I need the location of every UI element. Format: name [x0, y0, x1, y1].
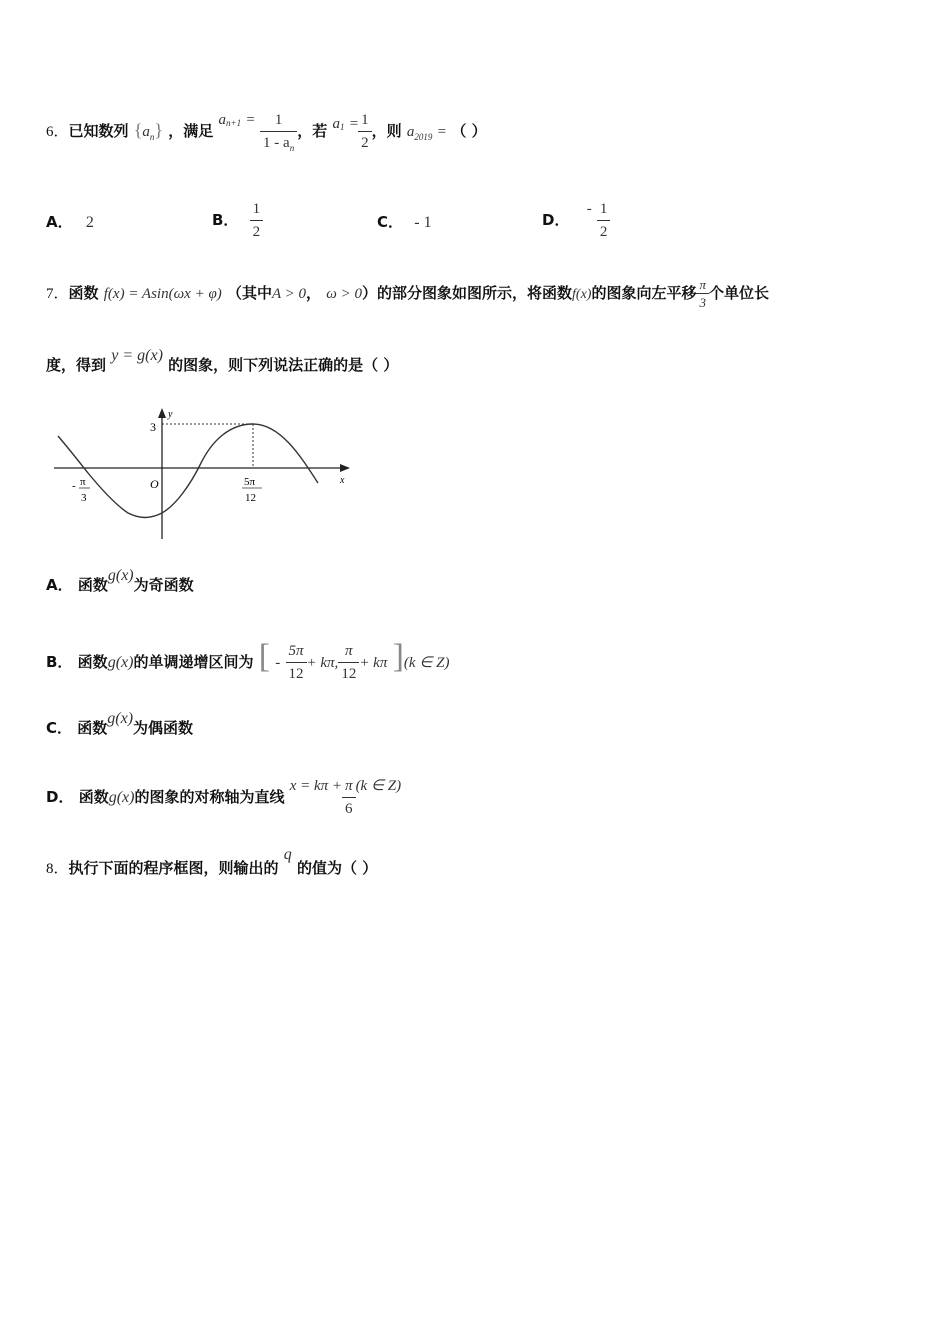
max-label: 3: [150, 420, 156, 434]
sine-graph: [50, 405, 360, 545]
q7-option-b[interactable]: B． 函数g(x)的单调递增区间为 [ - $\frac{5\pi}{12}$ + kπ, $\frac{\pi}{12}$ + kπ ](k ∈ Z): [46, 638, 450, 682]
function-f: f(x) = Asin(ωx + φ): [103, 286, 222, 302]
left-tick-num: π: [80, 476, 86, 488]
origin-label: O: [150, 477, 159, 491]
q6-text-1: 已知数列: [68, 122, 129, 140]
initial-fraction: $\frac{1}{2}$: [358, 109, 372, 154]
recurrence-fraction: $\frac{1}{1 - a_n}$: [260, 109, 297, 155]
right-tick-den: 12: [245, 492, 256, 504]
left-tick-den: 3: [81, 492, 87, 504]
q6-option-d[interactable]: D． - $\frac{1}{2}$: [542, 185, 610, 256]
q6-text-3: ，若: [297, 122, 328, 140]
question-6: 6．已知数列 $\{a_n\}$ ，满足 $a^{n+1}$ = $\frac{1}{1 - a_n}$ ，若 $a^1$ = $\frac{1}{2}$ ，则 $a_{2019}$ = （ ）: [46, 100, 487, 160]
question-7-line-2: 度，得到 y = g(x) 的图象，则下列说法正确的是（ ）: [46, 347, 399, 374]
q7-option-c[interactable]: C． 函数g(x)为偶函数: [46, 710, 194, 737]
question-number: 7．: [46, 286, 69, 302]
question-number: 8．: [46, 861, 69, 877]
q6-option-a[interactable]: A． 2: [46, 213, 94, 231]
sequence-symbol: a: [142, 124, 150, 140]
q6-text-4: ，则: [371, 122, 402, 140]
q7-option-a[interactable]: A． 函数g(x)为奇函数: [46, 567, 194, 594]
left-tick-sign: -: [72, 480, 76, 492]
variable-q: q: [283, 846, 292, 863]
x-axis-label: x: [340, 475, 345, 486]
q6-text-5: （ ）: [451, 122, 487, 140]
sine-curve: [58, 424, 318, 518]
question-8: 8．执行下面的程序框图，则输出的 q 的值为（ ）: [46, 846, 378, 877]
question-number: 6．: [46, 124, 69, 140]
function-g: y = g(x): [111, 347, 163, 364]
q6-option-c[interactable]: C． - 1: [377, 213, 432, 231]
q6-option-b[interactable]: B． $\frac{1}{2}$: [212, 185, 263, 255]
question-7: 7．函数 f(x) = Asin(ωx + φ) （其中A > 0， ω > 0）的部分图象如图所示，将函数f(x)的图象向左平移 $\frac{\pi}{3}$ 个单位长: [46, 277, 769, 310]
q6-text-2: ，满足: [168, 122, 214, 140]
q7-option-d[interactable]: D． 函数g(x)的图象的对称轴为直线 x = kπ + $\frac{\pi}{6}$ (k ∈ Z): [46, 762, 401, 833]
right-tick-num: 5π: [244, 476, 256, 488]
y-axis-label: y: [168, 409, 173, 420]
